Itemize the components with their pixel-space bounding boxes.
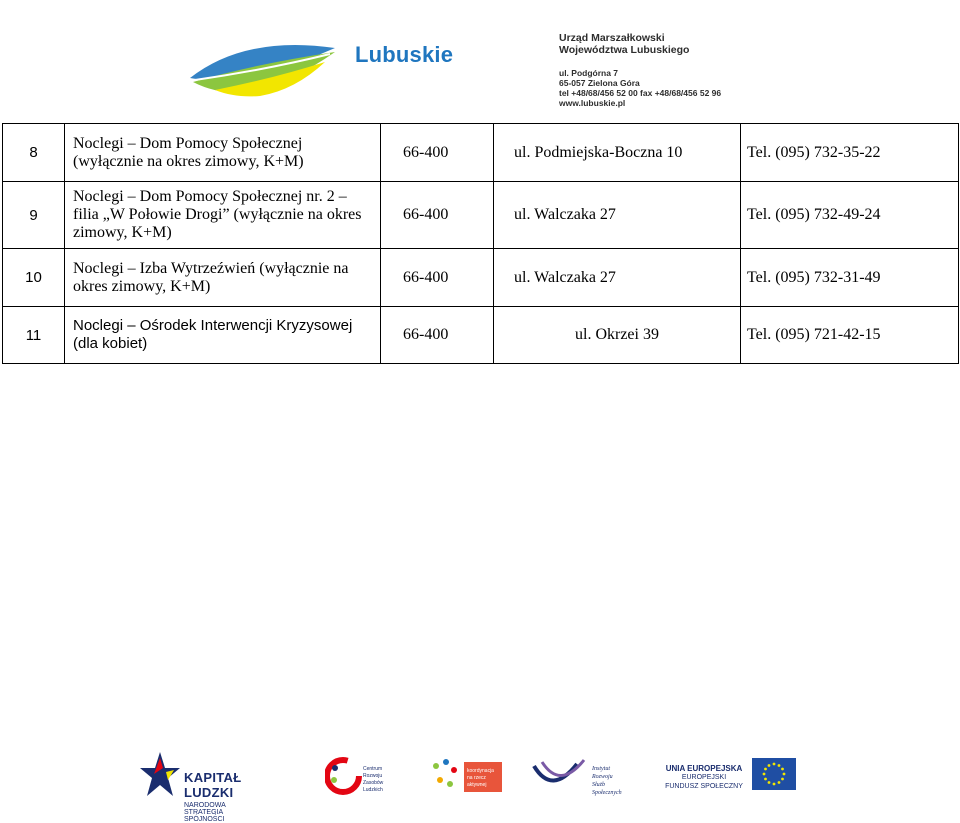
table-row bbox=[3, 124, 959, 182]
funding-logos bbox=[140, 746, 800, 823]
svg-text:Rozwoju: Rozwoju bbox=[592, 774, 613, 780]
svg-text:Instytut: Instytut bbox=[592, 766, 610, 772]
svg-text:Zasobów: Zasobów bbox=[363, 780, 384, 786]
row-postal: 66-400 bbox=[381, 249, 494, 307]
row-number: 8 bbox=[3, 124, 65, 182]
kapital-ludzki-logo bbox=[140, 750, 242, 823]
office-line2: Województwa Lubuskiego bbox=[559, 44, 690, 56]
people-icon bbox=[428, 756, 506, 796]
table-row bbox=[3, 307, 959, 364]
office-phone: tel +48/68/456 52 00 fax +48/68/456 52 96 bbox=[559, 88, 722, 98]
eu-line3: FUNDUSZ SPOŁECZNY bbox=[665, 783, 743, 790]
crzl-logo bbox=[325, 756, 405, 801]
row-address: ul. Walczaka 27 bbox=[494, 249, 741, 307]
row-number: 11 bbox=[3, 307, 65, 364]
row-address: ul. Podmiejska-Boczna 10 bbox=[494, 124, 741, 182]
table-row bbox=[3, 249, 959, 307]
row-number: 10 bbox=[3, 249, 65, 307]
row-tel: Tel. (095) 732-31-49 bbox=[741, 249, 959, 307]
svg-text:Służb: Służb bbox=[592, 782, 606, 788]
koordynacja-logo bbox=[428, 756, 506, 801]
svg-text:Centrum: Centrum bbox=[363, 766, 383, 772]
office-line1: Urząd Marszałkowski bbox=[559, 32, 665, 44]
brand-name: Lubuskie bbox=[355, 42, 454, 67]
eu-flag-icon bbox=[752, 758, 796, 790]
row-name: Noclegi – Ośrodek Interwencji Kryzysowej (dla kobiet) bbox=[65, 307, 381, 364]
row-tel: Tel. (095) 732-49-24 bbox=[741, 182, 959, 249]
row-number: 9 bbox=[3, 182, 65, 249]
crzl-emblem-icon bbox=[325, 756, 405, 796]
row-tel: Tel. (095) 721-42-15 bbox=[741, 307, 959, 364]
office-city: 65-057 Zielona Góra bbox=[559, 78, 640, 88]
row-postal: 66-400 bbox=[381, 307, 494, 364]
star-icon bbox=[140, 750, 180, 800]
row-name: Noclegi – Dom Pomocy Społecznej nr. 2 – filia „W Połowie Drogi” (wyłącznie na okres zimowy, K+M) bbox=[65, 182, 381, 249]
row-postal: 66-400 bbox=[381, 124, 494, 182]
eu-line1: UNIA EUROPEJSKA bbox=[665, 764, 743, 773]
svg-text:Społecznych: Społecznych bbox=[592, 790, 622, 796]
document-header bbox=[155, 0, 820, 110]
row-tel: Tel. (095) 732-35-22 bbox=[741, 124, 959, 182]
office-info bbox=[559, 32, 721, 108]
lubuskie-logo-icon bbox=[185, 30, 345, 100]
svg-text:na rzecz: na rzecz bbox=[467, 775, 486, 781]
row-address: ul. Okrzei 39 bbox=[494, 307, 741, 364]
row-name: Noclegi – Izba Wytrzeźwień (wyłącznie na okres zimowy, K+M) bbox=[65, 249, 381, 307]
irss-logo bbox=[532, 756, 632, 801]
table-row bbox=[3, 182, 959, 249]
row-address: ul. Walczaka 27 bbox=[494, 182, 741, 249]
svg-text:aktywnej: aktywnej bbox=[467, 782, 487, 788]
office-web: www.lubuskie.pl bbox=[559, 98, 626, 108]
row-name: Noclegi – Dom Pomocy Społecznej (wyłącznie na okres zimowy, K+M) bbox=[65, 124, 381, 182]
svg-text:koordynacja: koordynacja bbox=[467, 768, 494, 774]
svg-text:Rozwoju: Rozwoju bbox=[363, 773, 383, 779]
shelter-table bbox=[2, 123, 959, 364]
eu-line2: EUROPEJSKI bbox=[681, 774, 727, 781]
row-postal: 66-400 bbox=[381, 182, 494, 249]
wave-icon bbox=[532, 756, 632, 796]
kl-title: KAPITAŁ LUDZKI bbox=[184, 770, 242, 800]
office-street: ul. Podgórna 7 bbox=[559, 68, 619, 78]
kl-subtitle: NARODOWA STRATEGIA SPÓJNOŚCI bbox=[184, 802, 226, 823]
svg-text:Ludzkich: Ludzkich bbox=[363, 787, 383, 793]
